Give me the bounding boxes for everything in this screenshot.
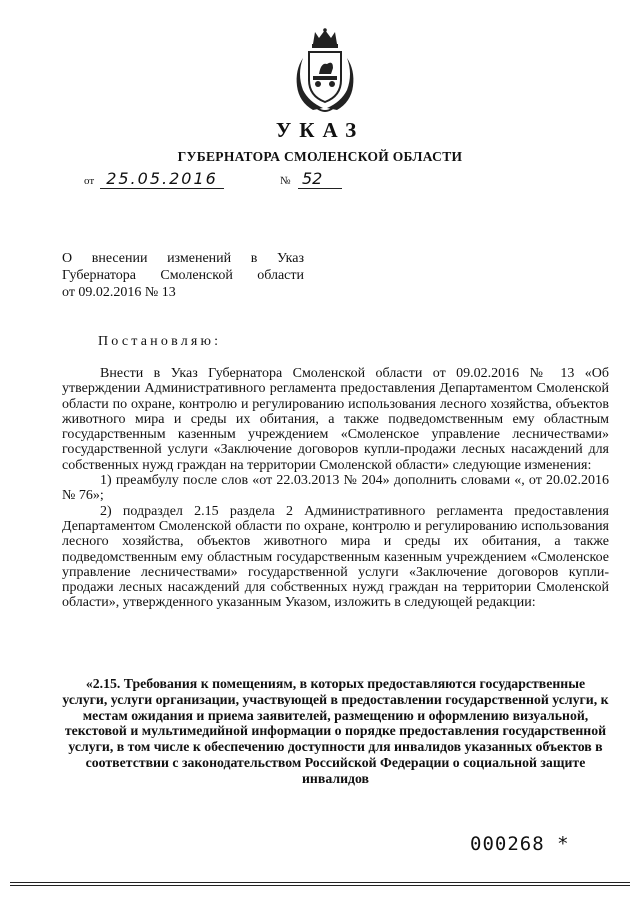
document-subtitle: ГУБЕРНАТОРА СМОЛЕНСКОЙ ОБЛАСТИ [177, 149, 463, 164]
subject-line: от 09.02.2016 № 13 [62, 285, 176, 300]
subject-line: О внесении изменений в Указ [62, 251, 304, 266]
subject-line: Губернатора Смоленской области [62, 268, 304, 283]
section-heading: «2.15. Требования к помещениям, в которых предоставляются государственные услуги, услуги организации, участвующей в предоставлении государственной услуги, к местам ожидания и приема заявителей, размещению и оформлению визуальной, текстовой и мультимедийной информации о порядке предоставления государственной услуги, в том числе к обеспечению доступности для инвалидов указанных объектов в соответствии с законодательством Российской Федерации о социальной защите инвалидов [62, 676, 609, 786]
coat-of-arms-emblem [293, 28, 357, 114]
date-number-line [84, 169, 324, 191]
decree-date: 25.05.2016 [100, 169, 224, 189]
footer-rule [10, 882, 630, 883]
decree-body [62, 366, 609, 611]
footer-rule [10, 885, 630, 886]
number-prefix: № [280, 175, 291, 187]
serial-number: 000268 * [470, 833, 570, 855]
body-paragraph: 2) подраздел 2.15 раздела 2 Административного регламента предоставления Департаментом Смоленской области по охране, контролю и регулированию использования лесного хозяйства, объектов животного мира и среды их обитания, а также подведомственным ему областным государственным казенным учреждением «Смоленское управление лесничествами» государственной услуги «Заключение договоров купли-продажи лесных насаждений для собственных нужд граждан на территории Смоленской области», утвержденного указанным Указом, изложить в следующей редакции: [62, 503, 609, 611]
document-title: УКАЗ [275, 118, 365, 142]
date-prefix: от [84, 175, 95, 187]
decree-subject [62, 250, 304, 301]
body-paragraph: Внести в Указ Губернатора Смоленской области от 09.02.2016 № 13 «Об утверждении Административного регламента предоставления Департаментом Смоленской области по охране, контролю и регулированию использования лесного хозяйства, объектов животного мира и среды их обитания, а также подведомственным ему областным государственным казенным учреждением «Смоленское управление лесничествами» государственной услуги «Заключение договоров купли-продажи лесных насаждений для собственных нужд граждан на территории Смоленской области» следующие изменения: [62, 366, 609, 473]
decree-word: Постановляю: [98, 334, 222, 349]
body-paragraph: 1) преамбулу после слов «от 22.03.2013 № 204» дополнить словами «, от 20.02.2016 № 76»; [62, 473, 609, 504]
decree-number: 52 [298, 169, 342, 189]
